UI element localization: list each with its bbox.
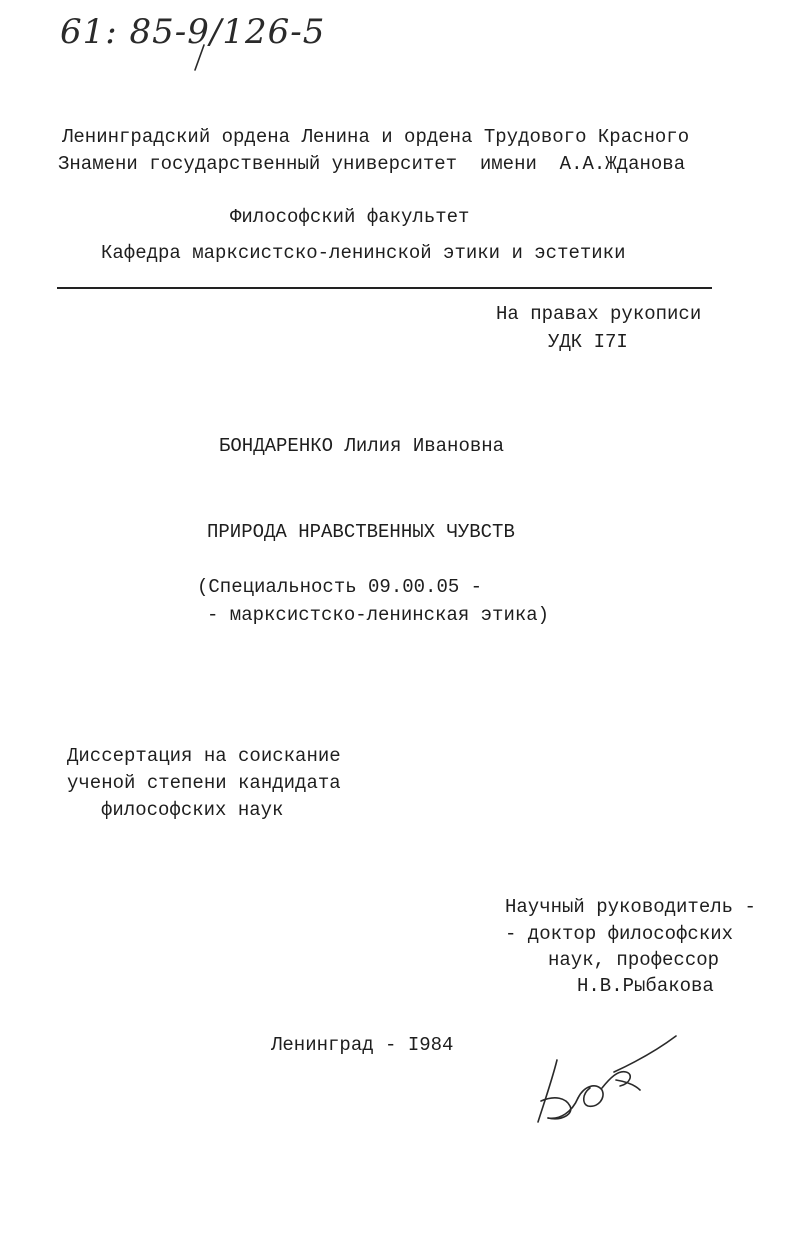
udc-code: УДК I7I bbox=[548, 331, 628, 353]
degree-line-1: Диссертация на соискание bbox=[67, 745, 341, 767]
advisor-line-3: наук, профессор bbox=[548, 949, 720, 971]
specialty-line-1: (Специальность 09.00.05 - bbox=[197, 576, 483, 598]
place-year: Ленинград - I984 bbox=[271, 1034, 454, 1056]
specialty-line-2: - марксистско-ленинская этика) bbox=[207, 604, 550, 626]
author-name: БОНДАРЕНКО Лилия Ивановна bbox=[219, 435, 505, 457]
advisor-line-4: Н.В.Рыбакова bbox=[577, 975, 714, 997]
department-name: Кафедра марксистско-ленинской этики и эстетики bbox=[101, 242, 626, 264]
university-line-1: Ленинградский ордена Ленина и ордена Трудового Красного bbox=[62, 126, 690, 148]
manuscript-rights: На правах рукописи bbox=[496, 303, 702, 325]
degree-line-2: ученой степени кандидата bbox=[67, 772, 341, 794]
faculty-name: Философский факультет bbox=[230, 206, 470, 228]
university-line-2: Знамени государственный университет имени А.А.Жданова bbox=[58, 153, 686, 175]
advisor-line-1: Научный руководитель - bbox=[505, 896, 756, 918]
archive-code-handwritten: 61: 85-9/126-5 bbox=[60, 12, 326, 52]
degree-line-3: философских наук bbox=[101, 799, 284, 821]
advisor-line-2: - доктор философских bbox=[505, 923, 734, 945]
dissertation-title: ПРИРОДА НРАВСТВЕННЫХ ЧУВСТВ bbox=[207, 521, 515, 543]
